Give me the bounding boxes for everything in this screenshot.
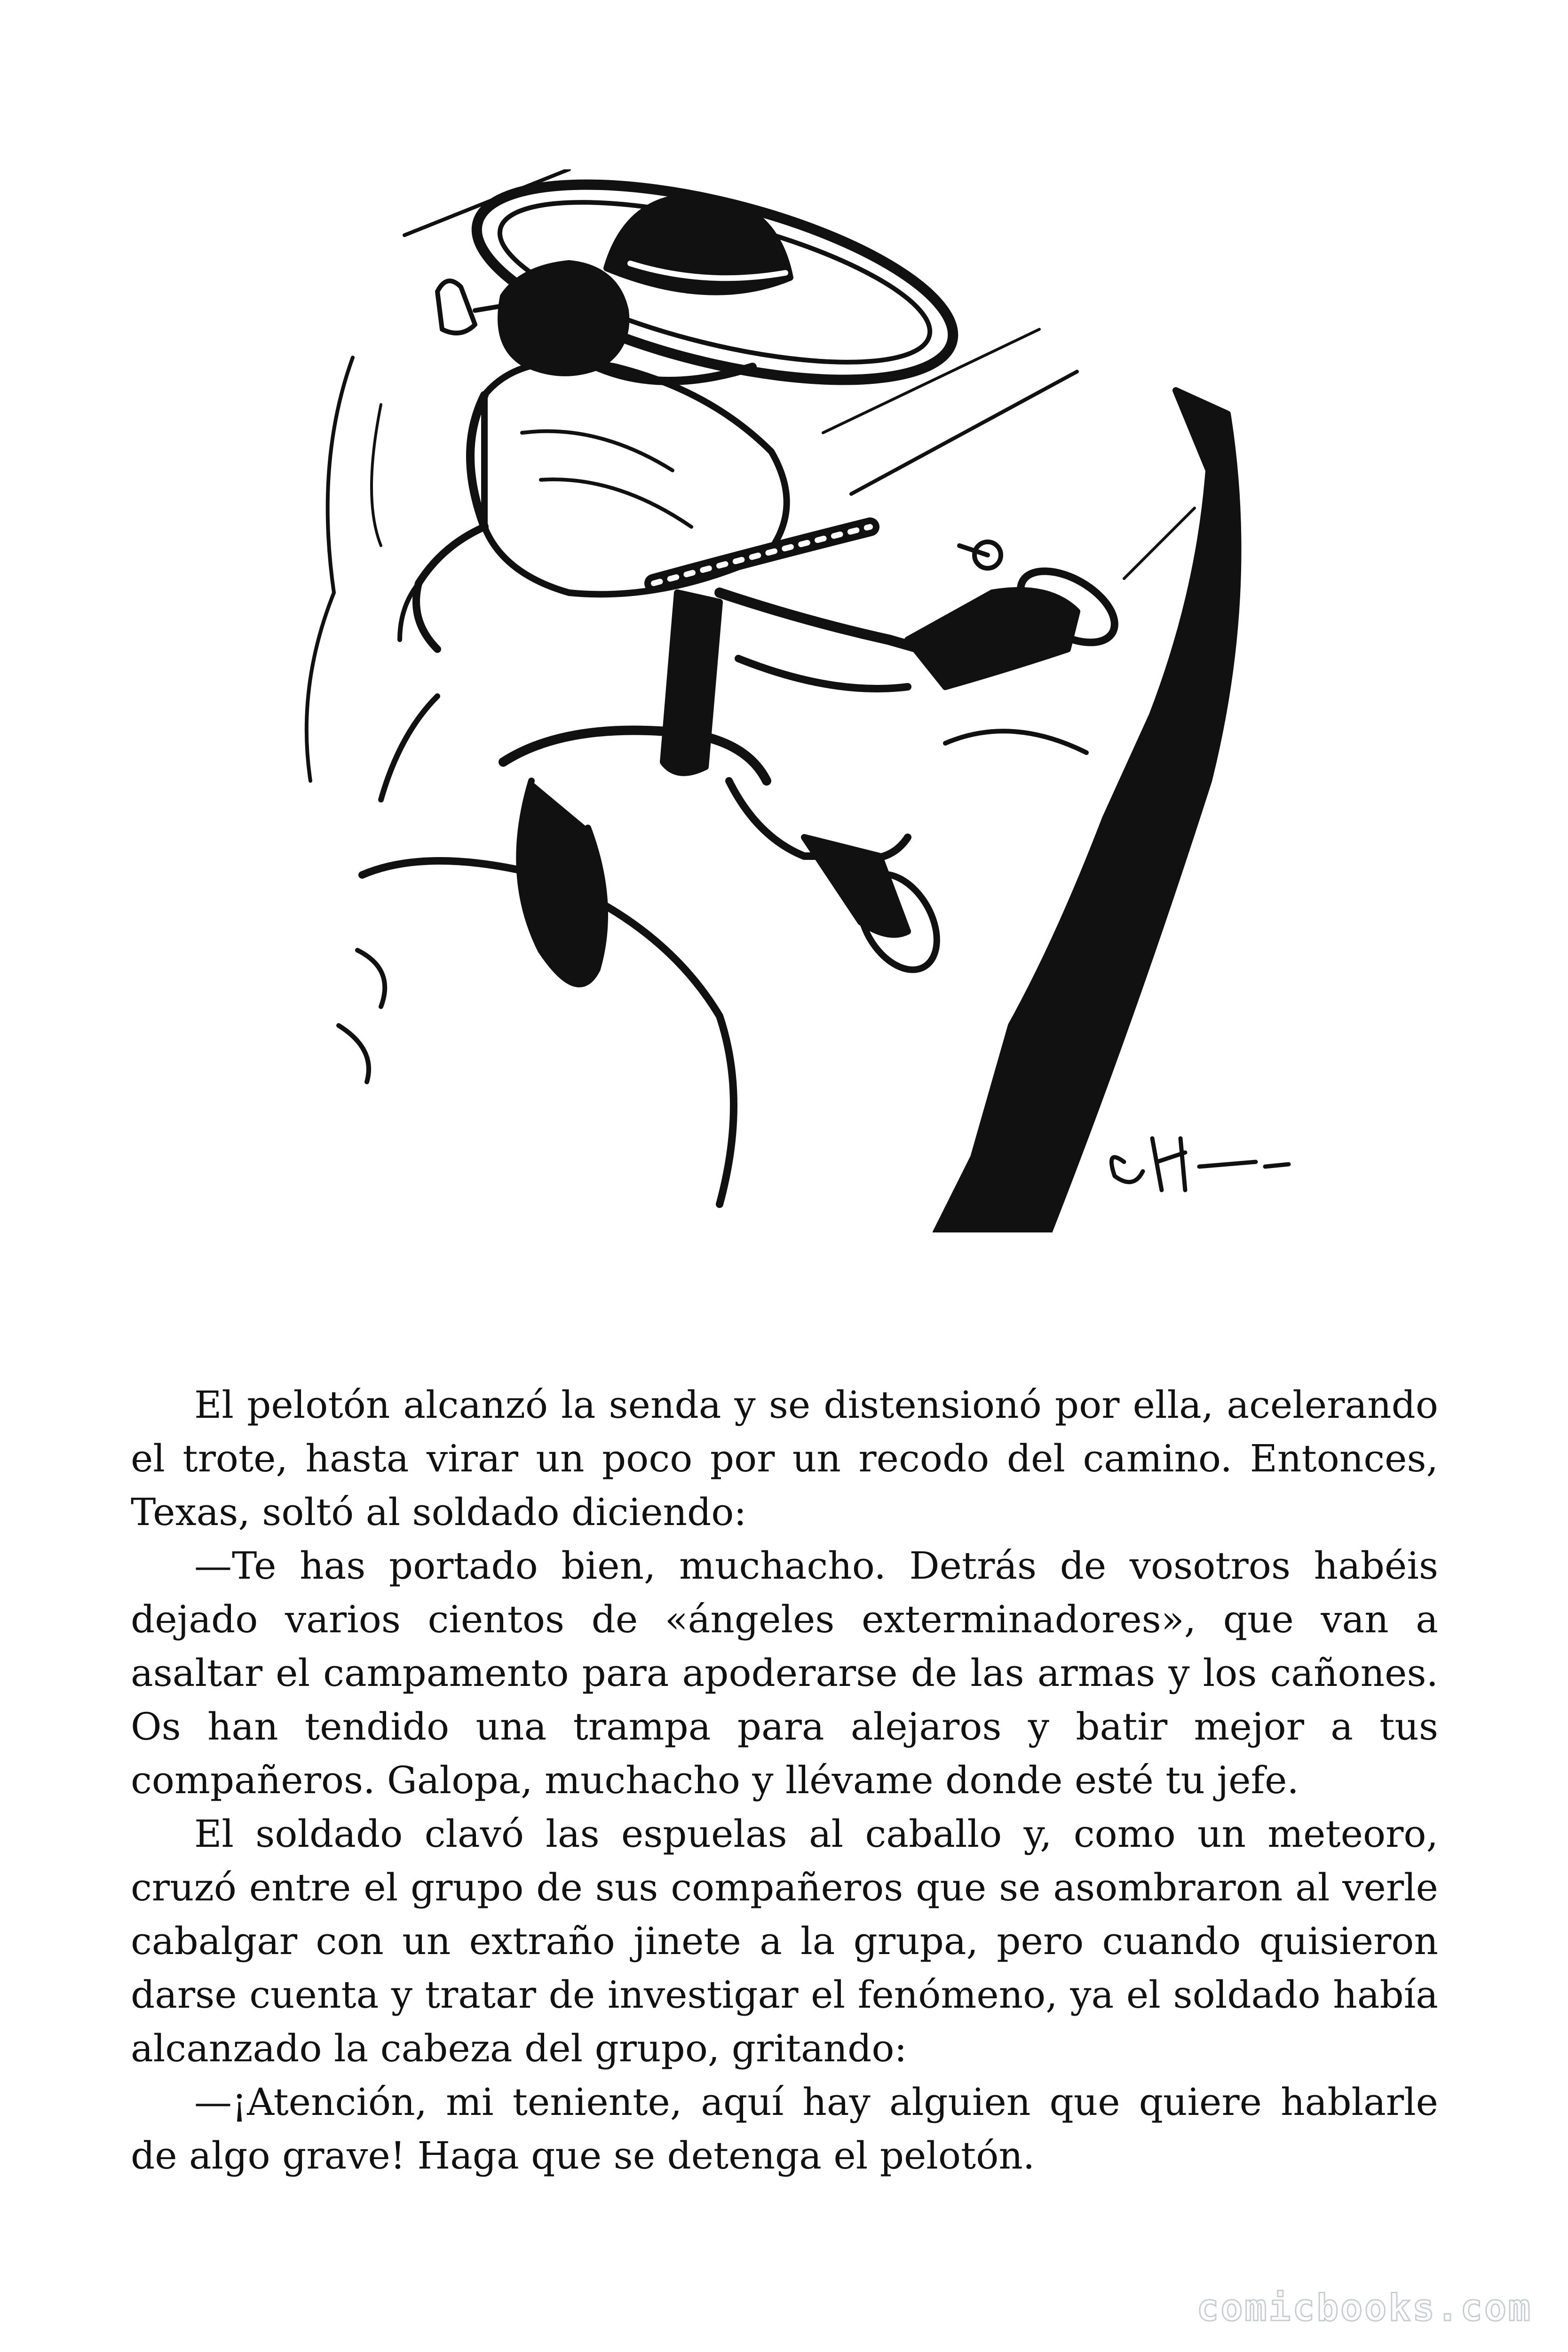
cowboy-leaping-onto-horse-icon: [240, 169, 1307, 1232]
paragraph: El soldado clavó las espuelas al caballo y, como un meteoro, cruzó entre el grupo de sus compañeros que se asombraron al verle cabalgar con un extraño jinete a la grupa, pero cuando quisieron darse cuenta y tratar de investigar el fenómeno, ya el soldado había alcanzado la cabeza del grupo, gritando:: [131, 1812, 1438, 2070]
story-text: [131, 1378, 1438, 2183]
paragraph: —¡Atención, mi teniente, aquí hay alguien que quiere hablarle de algo grave! Haga que se detenga el pelotón.: [131, 2080, 1438, 2177]
paragraph: —Te has portado bien, muchacho. Detrás de vosotros habéis dejado varios cientos de «ángeles exterminadores», que van a asaltar el campamento para apoderarse de las armas y los cañones. Os han tendido una trampa para alejaros y batir mejor a tus compañeros. Galopa, muchacho y llévame donde esté tu jefe.: [131, 1544, 1438, 1802]
cowboy-illustration: [240, 169, 1307, 1232]
paragraph: El pelotón alcanzó la senda y se distensionó por ella, acelerando el trote, hasta virar un poco por un recodo del camino. Entonces, Texas, soltó al soldado diciendo:: [131, 1383, 1438, 1534]
watermark: comicbooks.com: [1196, 2287, 1532, 2329]
